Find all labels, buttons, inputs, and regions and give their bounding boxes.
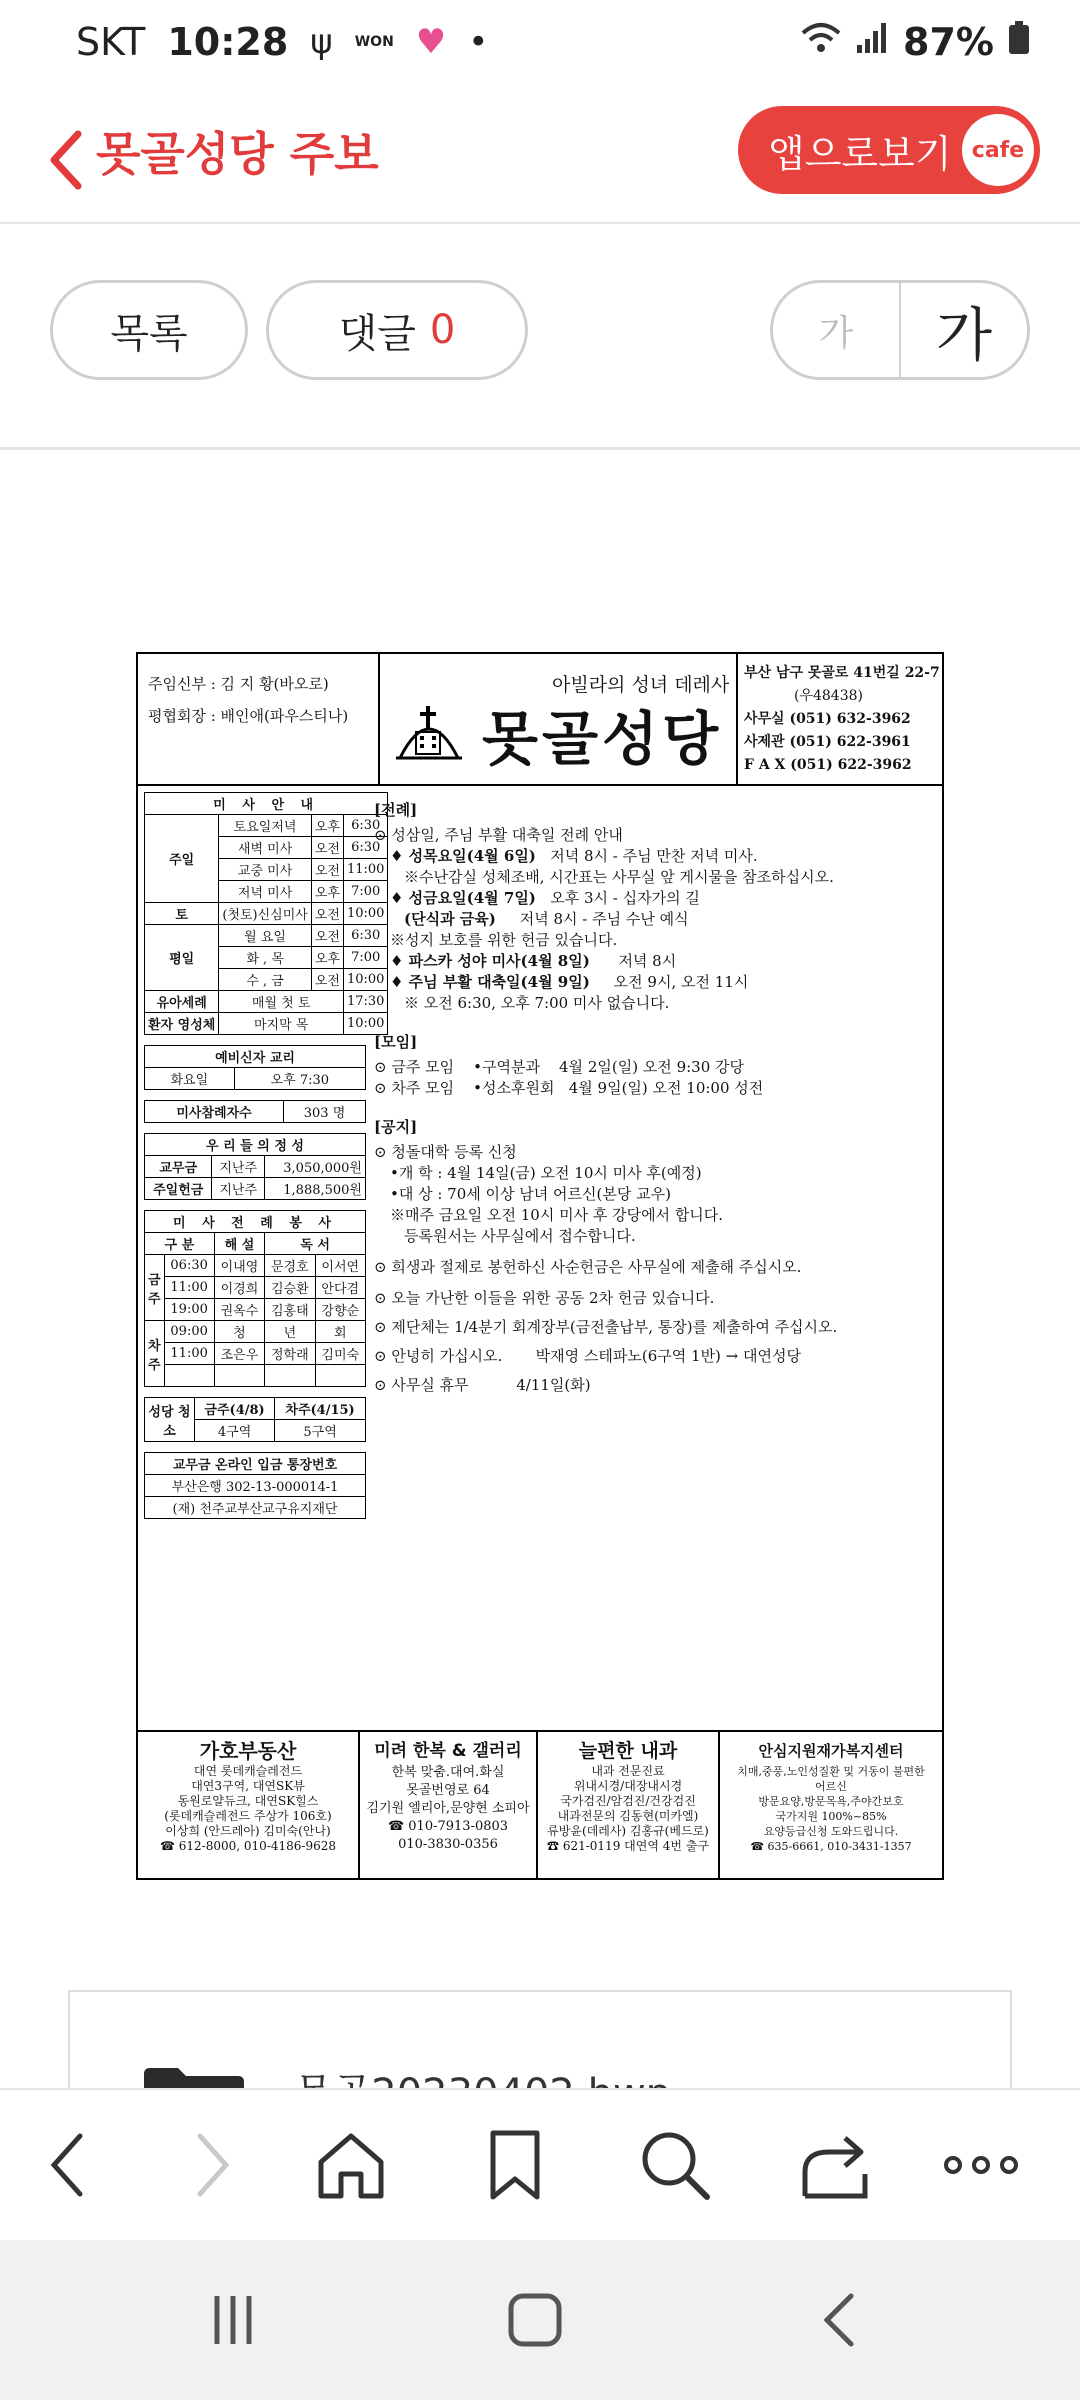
account-box	[144, 1452, 366, 1519]
catechumen-table	[144, 1045, 366, 1090]
font-size-toggle	[770, 280, 1030, 380]
notice-line: ⊙ 제단체는 1/4분기 회계장부(금전출납부, 통장)를 제출하여 주십시오.	[374, 1318, 838, 1336]
service-cell: 회	[315, 1321, 365, 1343]
battery-percent: 87%	[903, 20, 994, 64]
mass-cell: 7:00	[343, 881, 387, 903]
account-title: 교무금 온라인 입금 통장번호	[145, 1453, 366, 1475]
mass-cell: 오후	[311, 947, 343, 969]
ad-line: 치매,중풍,노인성질환 및 거동이 불편한	[737, 1765, 925, 1778]
dot-icon: •	[468, 22, 489, 62]
mass-cell: 환자 영성체	[145, 1013, 219, 1035]
list-label: 목록	[110, 310, 188, 357]
ad-line: ☎ 612-8000, 010-4186-9628	[160, 1839, 336, 1853]
mass-cell: 11:00	[343, 859, 387, 881]
notice-line: 저녁 8시	[618, 952, 677, 970]
notice-line: 등록원서는 사무실에서 접수합니다.	[404, 1227, 636, 1245]
back-system-button[interactable]	[796, 2280, 886, 2360]
ad-line: 010-3830-0356	[398, 1837, 498, 1852]
service-cell	[265, 1365, 315, 1387]
mass-cell: 오후	[311, 815, 343, 837]
status-bar	[0, 0, 1080, 88]
service-cell: 11:00	[164, 1277, 214, 1299]
ad-line: 대연3구역, 대연SK뷰	[191, 1779, 305, 1793]
bulletin-staff	[148, 668, 378, 732]
offering-table	[144, 1133, 366, 1200]
font-large-button[interactable]: 가	[935, 301, 993, 369]
notice-line: ♦ 주님 부활 대축일(4월 9일)	[390, 973, 590, 991]
liturgy-service-title: 미 사 전 례 봉 사	[145, 1211, 366, 1233]
notice-line: ♦ 성금요일(4월 7일)	[390, 889, 536, 907]
notice-line: 오후 3시 - 십자가의 길	[550, 889, 700, 907]
home-square-icon	[505, 2290, 565, 2350]
church-subtitle: 아빌라의 성녀 데레사	[552, 674, 730, 696]
ad-title: 미려 한복 & 갤러리	[374, 1741, 522, 1761]
notice-line: ⊙ 금주 모임 •구역분과 4월 2일(일) 오전 9:30 강당	[374, 1058, 744, 1076]
mass-cell: 10:00	[343, 903, 387, 925]
service-row	[145, 1255, 366, 1277]
nav-more-button[interactable]	[936, 2120, 1026, 2210]
notice-line: ⊙ 오늘 가난한 이들을 위한 공동 2차 헌금 있습니다.	[374, 1289, 715, 1307]
service-row	[145, 1277, 366, 1299]
ad-line: 국가지원 100%~85%	[775, 1810, 887, 1823]
mass-cell: 오전	[311, 837, 343, 859]
mass-cell: 6:30	[343, 837, 387, 859]
service-cell: 06:30	[164, 1255, 214, 1277]
service-cell: 김승환	[265, 1277, 315, 1299]
recents-icon	[203, 2290, 263, 2350]
ad-line: 못골번영로 64	[406, 1783, 490, 1798]
ad-line: ☎ 621-0119 대연역 4번 출구	[547, 1839, 709, 1853]
page-title[interactable]: 못골성당 주보	[96, 127, 379, 181]
service-row	[145, 1365, 366, 1387]
notice-line: ※매주 금요일 오전 10시 미사 후 강당에서 합니다.	[390, 1206, 724, 1224]
ad-line: 내과전문의 김동현(미카엘)	[557, 1809, 699, 1823]
attendance-value: 303 명	[284, 1101, 366, 1123]
recents-button[interactable]	[188, 2280, 278, 2360]
cleaning-head-this-week: 금주(4/8)	[195, 1398, 275, 1420]
comment-label: 댓글	[338, 310, 416, 357]
mass-cell: 교중 미사	[219, 859, 312, 881]
notice-line: 저녁 8시 - 주님 만찬 저녁 미사.	[550, 847, 758, 865]
ad-hanbok	[360, 1732, 538, 1880]
font-small-button[interactable]: 가	[773, 283, 901, 377]
ad-line: 동원로얄듀크, 대연SK힐스	[177, 1794, 319, 1808]
ad-line: 한복 맞춤.대여.화실	[391, 1765, 505, 1780]
service-cell: 년	[265, 1321, 315, 1343]
notice-line: •개 학 : 4월 14일(금) 오전 10시 미사 후(예정)	[390, 1164, 702, 1182]
mass-cell: 토요일저녁	[219, 815, 312, 837]
notice-line: ※ 오전 6:30, 오후 7:00 미사 없습니다.	[404, 994, 670, 1012]
mass-cell: 7:00	[343, 947, 387, 969]
ad-line: ☎ 635-6661, 010-3431-1357	[750, 1840, 912, 1853]
open-in-app-label: 앱으로보기	[768, 131, 952, 176]
zip: (우48438)	[794, 688, 863, 704]
offering-cell: 주일헌금	[145, 1178, 212, 1200]
mass-cell: 새벽 미사	[219, 837, 312, 859]
mass-cell: 매월 첫 토	[219, 991, 344, 1013]
mass-cell: 토	[145, 903, 219, 925]
ad-clinic	[538, 1732, 720, 1880]
church-contact	[744, 662, 940, 777]
offering-row	[145, 1156, 366, 1178]
service-cell: 이경희	[214, 1277, 264, 1299]
service-row	[145, 1343, 366, 1365]
carrier-label: SKT	[76, 20, 146, 64]
ad-line: ☎ 010-7913-0803	[387, 1819, 509, 1834]
mass-cell: 17:30	[343, 991, 387, 1013]
ad-line: 류방윤(데레사) 김홍규(베드로)	[547, 1824, 709, 1838]
cleaning-table	[144, 1397, 366, 1442]
service-row	[145, 1321, 366, 1343]
ad-line: 방문요양,방문목욕,주야간보호	[758, 1795, 904, 1808]
mass-cell: 10:00	[343, 969, 387, 991]
service-cell: 김홍태	[265, 1299, 315, 1321]
mass-row	[145, 1013, 388, 1035]
notice-line: •대 상 : 70세 이상 남녀 어르신(본당 교우)	[390, 1185, 671, 1203]
mass-cell: (첫토)신심미사	[219, 903, 312, 925]
notice-line: ⊙ 사무실 휴무 4/11일(화)	[374, 1376, 591, 1394]
bookmark-icon	[485, 2129, 545, 2201]
service-head-reading: 독 서	[265, 1233, 366, 1255]
notice-line: ♦ 파스카 성야 미사(4월 8일)	[390, 952, 590, 970]
ad-line: 어르신	[815, 1780, 847, 1793]
service-cell: 김미숙	[315, 1343, 365, 1365]
ad-line: 국가검진/암검진/건강검진	[560, 1794, 696, 1808]
account-owner: (재) 천주교부산교구유지재단	[145, 1497, 366, 1519]
notice-line: ※수난감실 성체조배, 시간표는 사무실 앞 게시물을 참조하십시오.	[404, 868, 834, 886]
service-cell: 문경호	[265, 1255, 315, 1277]
attendance-table	[144, 1100, 366, 1123]
ad-line: 내과 전문진료	[591, 1764, 665, 1778]
notice-line: 저녁 8시 - 주님 수난 예식	[519, 910, 689, 928]
mass-cell: 오전	[311, 969, 343, 991]
cleaning-next-week: 5구역	[275, 1420, 366, 1442]
service-cell: 청	[214, 1321, 264, 1343]
service-cell: 강향순	[315, 1299, 365, 1321]
notice-line: ⊙ 청돌대학 등록 신청	[374, 1143, 517, 1161]
nav-home-button[interactable]	[306, 2120, 396, 2210]
search-icon	[637, 2127, 713, 2203]
account-number: 부산은행 302-13-000014-1	[145, 1475, 366, 1497]
ad-line: 요양등급신청 도와드립니다.	[763, 1825, 899, 1838]
mass-row	[145, 815, 388, 837]
app-header	[0, 88, 1080, 224]
service-cell: 09:00	[164, 1321, 214, 1343]
mass-schedule-title: 미 사 안 내	[145, 793, 388, 815]
browser-bottom-nav	[0, 2088, 1080, 2240]
clock: 10:28	[167, 20, 289, 64]
service-cell	[315, 1365, 365, 1387]
fax: F A X (051) 622-3962	[744, 757, 912, 773]
bulletin-header	[138, 654, 942, 786]
nav-bookmark-button[interactable]	[470, 2120, 560, 2210]
back-button[interactable]	[40, 116, 100, 196]
section-announcements: [공지]	[374, 1118, 418, 1136]
ad-line: 김기원 엘리아,문양현 소피아	[366, 1801, 530, 1816]
usb-icon: ψ	[310, 22, 333, 62]
cafe-logo-icon: cafe	[962, 114, 1034, 186]
mass-cell: 유아세례	[145, 991, 219, 1013]
home-icon	[315, 2130, 387, 2200]
bulletin-notices	[374, 790, 940, 1396]
mass-cell: 6:30	[343, 815, 387, 837]
mass-cell: 평일	[145, 925, 219, 991]
mass-row	[145, 991, 388, 1013]
ad-title: 안심지원재가복지센터	[758, 1742, 904, 1760]
service-head-type: 구 분	[145, 1233, 215, 1255]
service-cell	[164, 1365, 214, 1387]
mass-row	[145, 925, 388, 947]
service-cell: 이내영	[214, 1255, 264, 1277]
mass-schedule-table	[144, 792, 388, 1035]
more-icon	[943, 2155, 1019, 2175]
arrow-right-icon	[186, 2130, 236, 2200]
nav-back-button[interactable]	[24, 2120, 114, 2210]
list-button[interactable]	[50, 280, 248, 380]
service-cell: 19:00	[164, 1299, 214, 1321]
church-name: 못골성당	[482, 705, 723, 773]
mass-cell: 월 요일	[219, 925, 312, 947]
wifi-icon	[801, 20, 841, 64]
service-cell: 차주	[145, 1321, 165, 1387]
mass-cell: 10:00	[343, 1013, 387, 1035]
attendance-label: 미사참례자수	[145, 1101, 284, 1123]
service-cell: 정학래	[265, 1343, 315, 1365]
office-phone: 사무실 (051) 632-3962	[744, 711, 911, 727]
open-in-app-button[interactable]	[738, 106, 1040, 194]
notice-line: ♦ 성목요일(4월 6일)	[390, 847, 536, 865]
notice-line: ⊙ 희생과 절제로 봉헌하신 사순헌금은 사무실에 제출해 주십시오.	[374, 1258, 802, 1276]
comment-count: 0	[429, 307, 456, 353]
nav-share-button[interactable]	[790, 2120, 880, 2210]
mass-cell: 오전	[311, 925, 343, 947]
bulletin-ads	[138, 1730, 942, 1880]
offering-cell: 교무금	[145, 1156, 212, 1178]
home-system-button[interactable]	[490, 2280, 580, 2360]
mass-cell: 화 , 목	[219, 947, 312, 969]
pastor-line: 주임신부 : 김 지 황(바오로)	[148, 675, 329, 693]
ad-title: 가호부동산	[199, 1739, 297, 1763]
notice-line: ⊙ 안녕히 가십시오. 박재영 스테파노(6구역 1반) → 대연성당	[374, 1347, 801, 1365]
section-liturgy: [전례]	[374, 801, 418, 819]
service-cell: 금주	[145, 1255, 165, 1321]
mass-cell: 오전	[311, 859, 343, 881]
mass-cell: 오전	[311, 903, 343, 925]
mass-cell: 주일	[145, 815, 219, 903]
service-cell: 권옥수	[214, 1299, 264, 1321]
cleaning-label: 성당 청소	[145, 1398, 195, 1442]
bulletin-sidebar	[144, 792, 385, 1529]
heart-sticker-icon: ♥	[415, 22, 447, 62]
post-toolbar	[0, 224, 1080, 450]
bulletin-image[interactable]	[136, 652, 944, 1880]
notice-line: (단식과 금육)	[404, 910, 496, 928]
offering-cell: 1,888,500원	[265, 1178, 366, 1200]
ad-line: 대연 롯데캐슬레전드	[193, 1764, 303, 1778]
church-emblem-icon	[396, 696, 462, 762]
share-icon	[799, 2130, 871, 2200]
council-line: 평협회장 : 배인애(파우스티나)	[148, 707, 349, 725]
rectory-phone: 사제관 (051) 622-3961	[744, 734, 911, 750]
service-row	[145, 1299, 366, 1321]
section-meetings: [모임]	[374, 1033, 418, 1051]
ad-line: (롯데캐슬레전드 주상가 106호)	[164, 1809, 332, 1823]
signal-icon	[855, 20, 889, 64]
service-cell: 조은우	[214, 1343, 264, 1365]
catechumen-day: 화요일	[145, 1068, 235, 1090]
won-icon: WON	[354, 34, 394, 50]
notice-line: ⊙ 차주 모임 •성소후원회 4월 9일(일) 오전 10:00 성전	[374, 1079, 764, 1097]
liturgy-service-table	[144, 1210, 366, 1387]
battery-icon	[1008, 20, 1030, 64]
back-chevron-icon	[811, 2290, 871, 2350]
arrow-left-icon	[44, 2130, 94, 2200]
cleaning-head-next-week: 차주(4/15)	[275, 1398, 366, 1420]
address: 부산 남구 못골로 41번길 22-7	[744, 665, 940, 681]
notice-line: ⊙ 성삼일, 주님 부활 대축일 전례 안내	[374, 826, 623, 844]
notice-line: ※성지 보호를 위한 헌금 있습니다.	[390, 931, 618, 949]
ad-title: 늘편한 내과	[578, 1740, 678, 1762]
mass-cell: 수 , 금	[219, 969, 312, 991]
mass-cell: 마지막 목	[219, 1013, 344, 1035]
service-cell: 안다겸	[315, 1277, 365, 1299]
offering-cell: 3,050,000원	[265, 1156, 366, 1178]
offering-title: 우 리 들 의 정 성	[145, 1134, 366, 1156]
service-cell	[214, 1365, 264, 1387]
offering-cell: 지난주	[212, 1178, 265, 1200]
offering-cell: 지난주	[212, 1156, 265, 1178]
mass-cell: 오후	[311, 881, 343, 903]
catechumen-time: 오후 7:30	[234, 1068, 365, 1090]
nav-forward-button[interactable]	[166, 2120, 256, 2210]
system-nav-bar	[0, 2240, 1080, 2400]
service-cell: 이서연	[315, 1255, 365, 1277]
catechumen-title: 예비신자 교리	[145, 1046, 366, 1068]
chevron-left-icon	[40, 116, 100, 196]
mass-row	[145, 903, 388, 925]
nav-search-button[interactable]	[630, 2120, 720, 2210]
ad-real-estate	[138, 1732, 360, 1880]
notice-line: 오전 9시, 오전 11시	[613, 973, 749, 991]
offering-row	[145, 1178, 366, 1200]
ad-line: 위내시경/대장내시경	[573, 1779, 683, 1793]
ad-welfare-center	[720, 1732, 942, 1880]
cleaning-this-week: 4구역	[195, 1420, 275, 1442]
service-head-commentary: 해 설	[214, 1233, 264, 1255]
comment-button[interactable]	[266, 280, 528, 380]
ad-line: 이상희 (안드레아) 김미숙(안나)	[165, 1824, 331, 1838]
mass-cell: 6:30	[343, 925, 387, 947]
mass-cell: 저녁 미사	[219, 881, 312, 903]
service-cell: 11:00	[164, 1343, 214, 1365]
